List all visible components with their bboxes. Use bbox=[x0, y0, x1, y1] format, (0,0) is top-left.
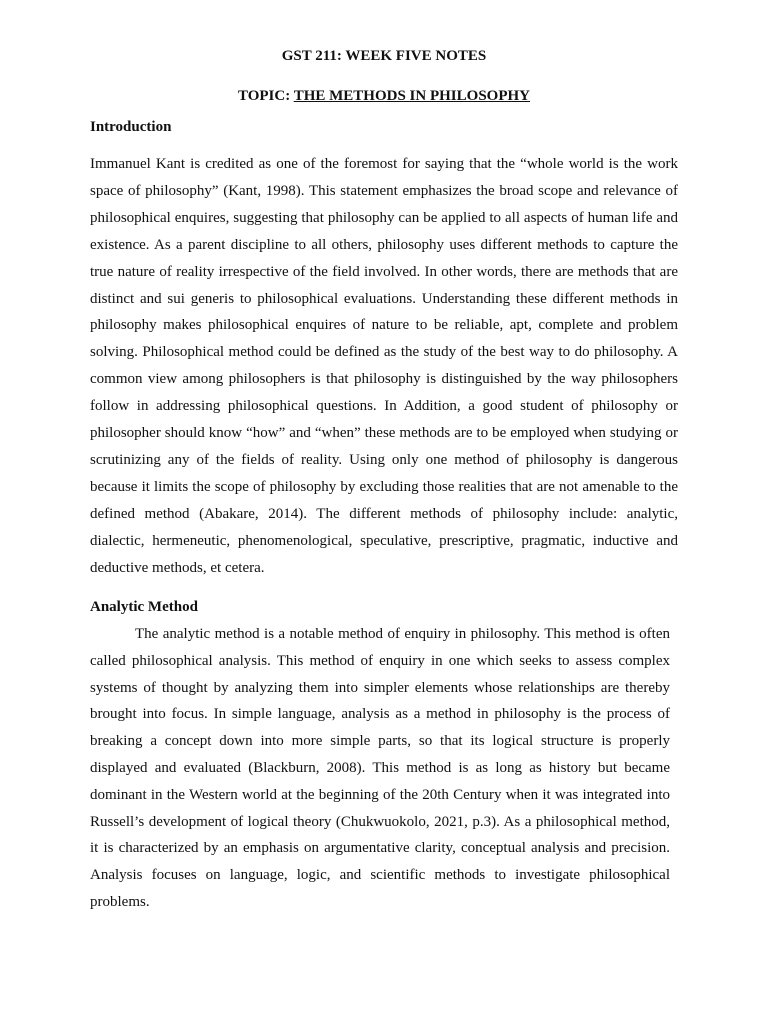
section-body-analytic-method: The analytic method is a notable method of enquiry in philosophy. This method is often called philosophical analysis. This method of enquiry in one which seeks to assess complex systems of thought by analyzing them into simpler elements whose relationships are thereby brought into focus. In simple language, analysis as a method in philosophy is the process of breaking a concept down into more simple parts, so that its logical structure is properly displayed and evaluated (Blackburn, 2008). This method is as long as history but became dominant in the Western world at the beginning of the 20th Century when it was integrated into Russell’s development of logical theory (Chukwuokolo, 2021, p.3). As a philosophical method, it is characterized by an emphasis on argumentative clarity, conceptual analysis and precision. Analysis focuses on language, logic, and scientific methods to investigate philosophical problems. bbox=[90, 626, 670, 910]
document-title: GST 211: WEEK FIVE NOTES bbox=[281, 48, 487, 64]
section-heading-analytic-method: Analytic Method bbox=[90, 599, 198, 615]
section-heading-introduction: Introduction bbox=[90, 119, 172, 135]
section-body-introduction: Immanuel Kant is credited as one of the foremost for saying that the “whole world is the work space of philosophy” (Kant, 1998). This statement emphasizes the broad scope and relevance of philosophical enquires, suggesting that philosophy can be applied to all aspects of human life and existence. As a parent discipline to all others, philosophy uses different methods to capture the true nature of reality irrespective of the field involved. In other words, there are methods that are distinct and sui generis to philosophical evaluations. Understanding these different methods in philosophy makes philosophical enquires of nature to be reliable, apt, complete and problem solving. Philosophical method could be defined as the study of the best way to do philosophy. A common view among philosophers is that philosophy is distinguished by the way philosophers follow in addressing philosophical questions. In Addition, a good student of philosophy or philosopher should know “how” and “when” these methods are to be employed when studying or scrutinizing any of the fields of reality. Using only one method of philosophy is dangerous because it limits the scope of philosophy by excluding those realities that are not amenable to the defined method (Abakare, 2014). The different methods of philosophy include: analytic, dialectic, hermeneutic, phenomenological, speculative, prescriptive, pragmatic, inductive and deductive methods, et cetera. bbox=[90, 156, 678, 576]
topic-prefix: TOPIC: bbox=[237, 88, 294, 104]
document-topic bbox=[90, 86, 678, 106]
topic-text: THE METHODS IN PHILOSOPHY bbox=[293, 88, 530, 104]
